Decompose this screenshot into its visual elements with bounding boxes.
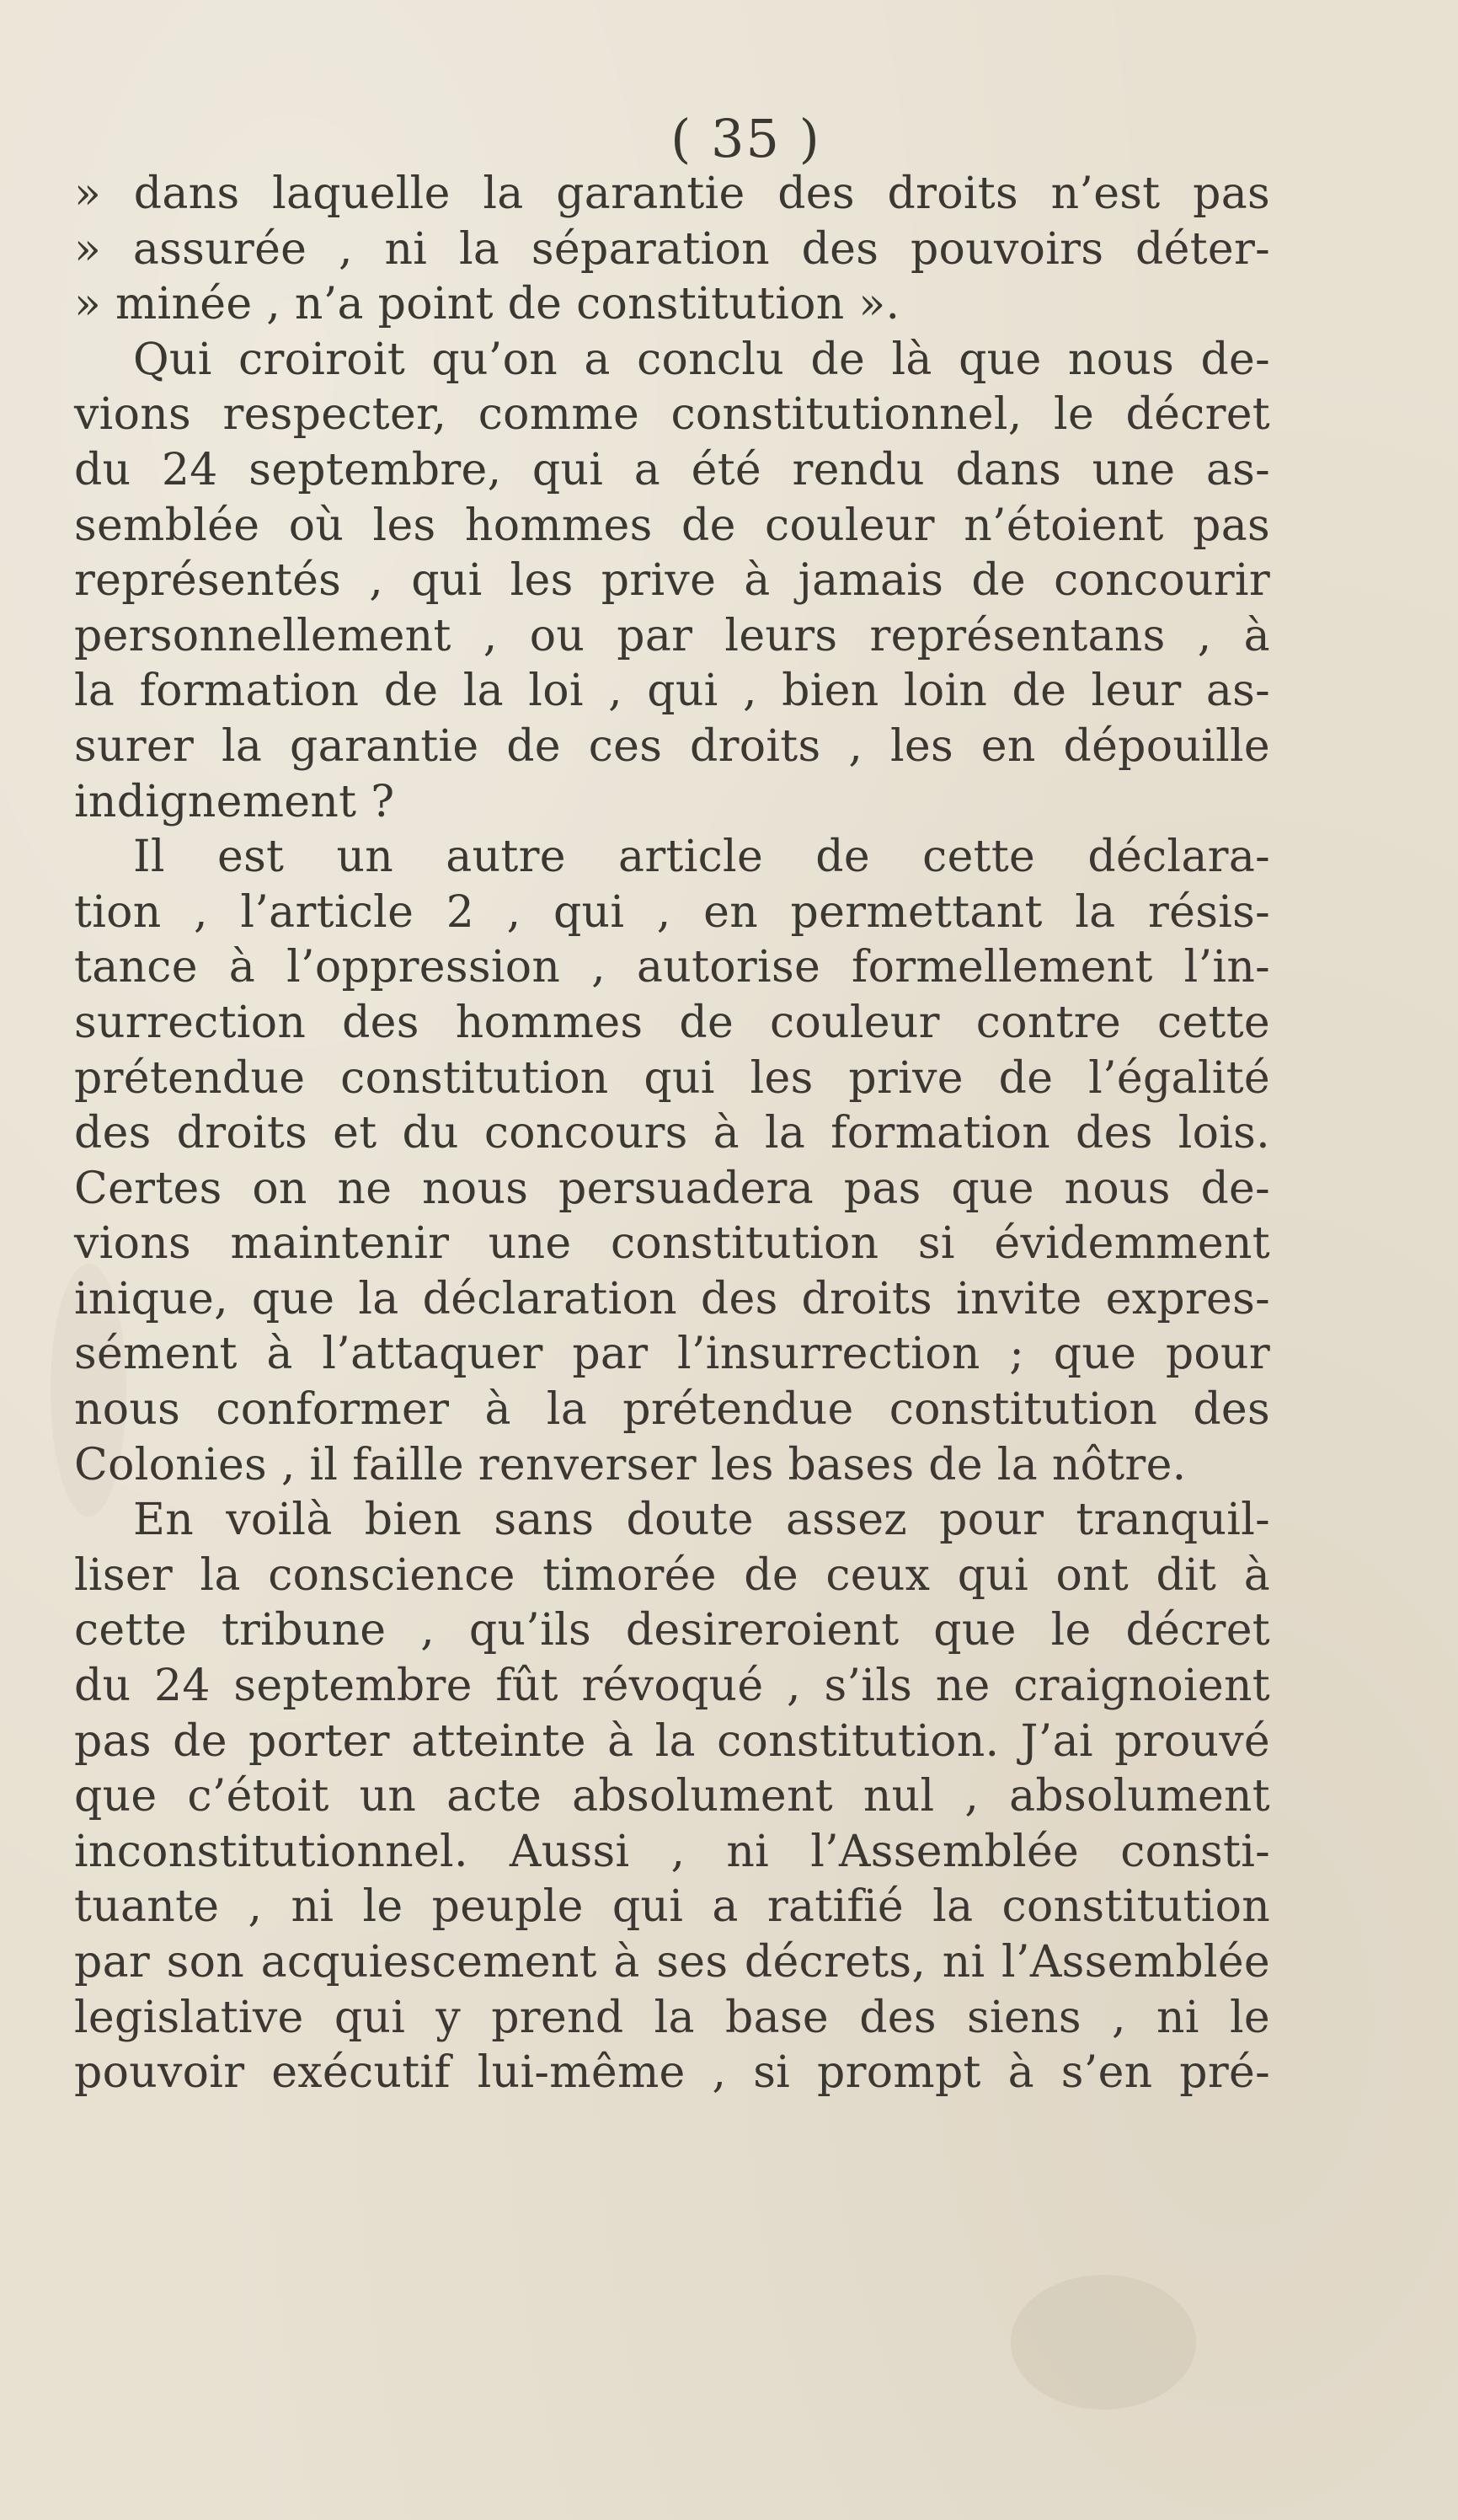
body-text <box>74 167 1270 2101</box>
text-line: semblée où les hommes de couleur n’étoient pas <box>74 500 1270 551</box>
text-line: surer la garantie de ces droits , les en dépouille <box>74 720 1270 772</box>
page-number: ( 35 ) <box>670 108 821 169</box>
text-line: personnellement , ou par leurs représentans , à <box>74 610 1270 661</box>
text-line: la formation de la loi , qui , bien loin de leur as- <box>74 666 1270 717</box>
text-line: pouvoir exécutif lui-même , si prompt à s’en pré- <box>74 2047 1270 2099</box>
text-line: inique, que la déclaration des droits invite expres- <box>74 1273 1270 1324</box>
text-line: sément à l’attaquer par l’insurrection ; que pour <box>74 1329 1270 1380</box>
text-line: surrection des hommes de couleur contre cette <box>74 997 1270 1048</box>
text-line: tion , l’article 2 , qui , en permettant la résis- <box>74 886 1270 938</box>
text-line: Certes on ne nous persuadera pas que nous de- <box>74 1163 1270 1214</box>
paper-stain <box>1011 2275 1196 2410</box>
text-line: » minée , n’a point de constitution ». <box>74 279 900 330</box>
text-line: indignement ? <box>74 776 395 827</box>
text-line: du 24 septembre fût révoqué , s’ils ne craignoient <box>74 1661 1270 1712</box>
text-line: En voilà bien sans doute assez pour tranquil- <box>133 1495 1270 1546</box>
text-line: liser la conscience timorée de ceux qui ont dit à <box>74 1549 1270 1601</box>
text-line: tuante , ni le peuple qui a ratifié la constitution <box>74 1881 1270 1933</box>
text-line: Colonies , il faille renverser les bases de la nôtre. <box>74 1439 1187 1490</box>
text-line: cette tribune , qu’ils desireroient que le décret <box>74 1605 1270 1656</box>
text-line: vions respecter, comme constitutionnel, le décret <box>74 389 1270 441</box>
text-line: du 24 septembre, qui a été rendu dans une as- <box>74 444 1270 495</box>
text-line: Il est un autre article de cette déclara- <box>133 832 1270 883</box>
text-line: tance à l’oppression , autorise formellement l’in- <box>74 942 1270 993</box>
text-line: des droits et du concours à la formation des lois. <box>74 1108 1270 1159</box>
text-line: inconstitutionnel. Aussi , ni l’Assemblée consti- <box>74 1826 1270 1877</box>
text-line: pas de porter atteinte à la constitution. J’ai prouvé <box>74 1715 1270 1767</box>
text-line: » assurée , ni la séparation des pouvoirs déter- <box>74 223 1270 275</box>
text-line: représentés , qui les prive à jamais de concourir <box>74 555 1270 607</box>
text-line: legislative qui y prend la base des siens , ni le <box>74 1992 1270 2043</box>
text-line: par son acquiescement à ses décrets, ni l’Assemblée <box>74 1937 1270 1988</box>
text-line: prétendue constitution qui les prive de l’égalité <box>74 1052 1270 1104</box>
text-line: Qui croiroit qu’on a conclu de là que nous de- <box>133 334 1270 385</box>
text-line: nous conformer à la prétendue constitution des <box>74 1384 1270 1436</box>
text-line: » dans laquelle la garantie des droits n’est pas <box>74 169 1270 219</box>
text-line: vions maintenir une constitution si évidemment <box>74 1218 1270 1270</box>
text-line: que c’étoit un acte absolument nul , absolument <box>74 1771 1270 1822</box>
